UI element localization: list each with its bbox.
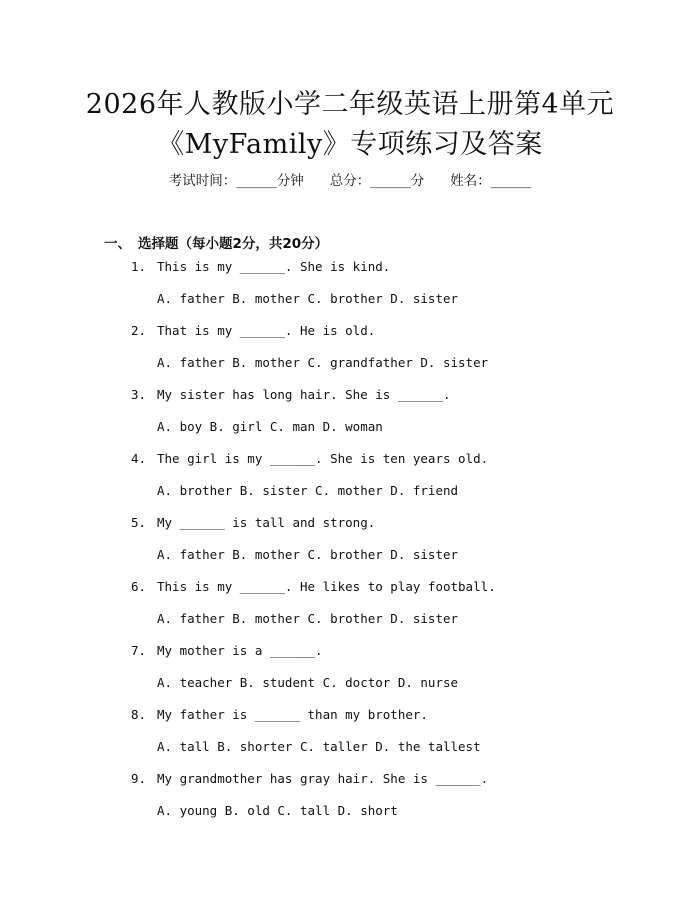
exam-meta: [0, 169, 700, 189]
question-text: My mother is a ______.: [157, 643, 323, 658]
section-number: 一、: [104, 236, 131, 252]
question-stem: [131, 323, 375, 338]
question-number: 4.: [131, 451, 147, 466]
question-options: A. father B. mother C. brother D. sister: [157, 547, 459, 562]
question-stem: [131, 643, 323, 658]
question-options: A. young B. old C. tall D. short: [157, 803, 398, 818]
question-number: 5.: [131, 515, 147, 530]
exam-total-score: 总分：______分: [329, 173, 425, 189]
question-options: A. tall B. shorter C. taller D. the tallest: [157, 739, 481, 754]
question-options: A. father B. mother C. brother D. sister: [157, 611, 459, 626]
question-text: My grandmother has gray hair. She is ______.: [157, 771, 489, 786]
question-stem: [131, 259, 390, 274]
question-options: A. teacher B. student C. doctor D. nurse: [157, 675, 459, 690]
question-item: [0, 771, 700, 835]
question-list: [0, 259, 700, 835]
question-stem: [131, 451, 488, 466]
document-title-line-1: 2026年人教版小学二年级英语上册第4单元: [85, 89, 615, 120]
question-item: [0, 707, 700, 771]
question-text: This is my ______. She is kind.: [157, 259, 391, 274]
question-item: [0, 643, 700, 707]
question-options: A. father B. mother C. brother D. sister: [157, 291, 459, 306]
question-item: [0, 323, 700, 387]
question-text: My ______ is tall and strong.: [157, 515, 376, 530]
question-number: 3.: [131, 387, 147, 402]
question-number: 1.: [131, 259, 147, 274]
question-stem: [131, 707, 428, 722]
question-options: A. father B. mother C. grandfather D. sister: [157, 355, 489, 370]
document-title-line-2: 《MyFamily》专项练习及答案: [157, 129, 543, 160]
question-text: The girl is my ______. She is ten years old.: [157, 451, 489, 466]
question-number: 6.: [131, 579, 147, 594]
section-title: 选择题（每小题2分，共20分）: [138, 236, 329, 252]
question-item: [0, 451, 700, 515]
question-number: 2.: [131, 323, 147, 338]
question-text: My sister has long hair. She is ______.: [157, 387, 451, 402]
question-number: 8.: [131, 707, 147, 722]
exam-name: 姓名：______: [450, 173, 532, 189]
question-stem: [131, 387, 451, 402]
question-stem: [131, 515, 375, 530]
question-options: A. brother B. sister C. mother D. friend: [157, 483, 459, 498]
question-number: 7.: [131, 643, 147, 658]
question-text: That is my ______. He is old.: [157, 323, 376, 338]
question-text: This is my ______. He likes to play football.: [157, 579, 496, 594]
question-stem: [131, 771, 488, 786]
section-heading: [104, 232, 328, 252]
question-item: [0, 387, 700, 451]
question-stem: [131, 579, 496, 594]
question-number: 9.: [131, 771, 147, 786]
exam-time: 考试时间：______分钟: [168, 173, 304, 189]
question-item: [0, 579, 700, 643]
question-item: [0, 259, 700, 323]
question-options: A. boy B. girl C. man D. woman: [157, 419, 383, 434]
question-text: My father is ______ than my brother.: [157, 707, 428, 722]
question-item: [0, 515, 700, 579]
